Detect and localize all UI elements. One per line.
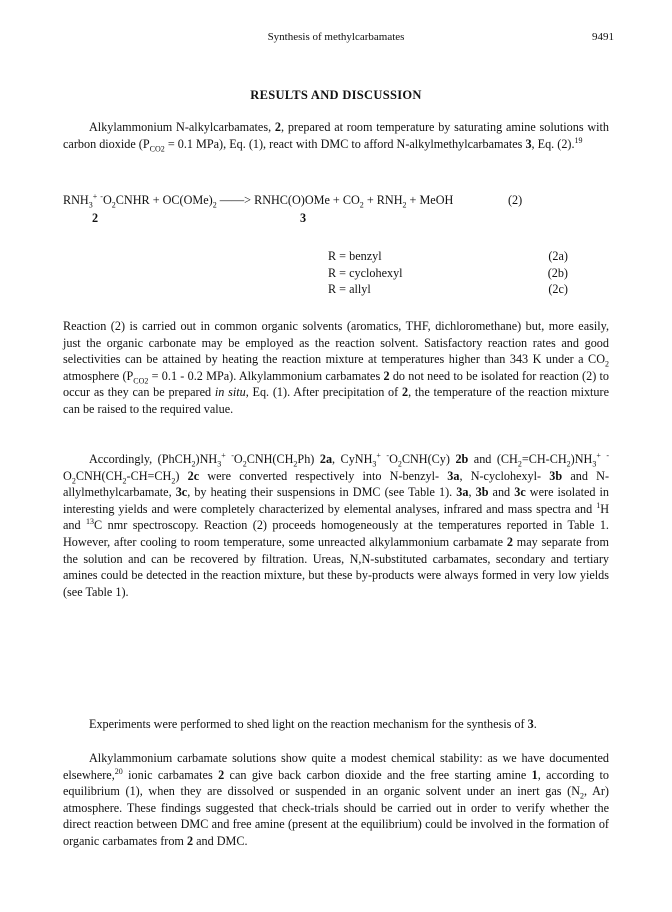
paragraph-experiments: Experiments were performed to shed light on the reaction mechanism for the synthesis of 3. xyxy=(89,717,537,731)
paragraph-intro: Alkylammonium N-alkylcarbamates, 2, prepared at room temperature by saturating amine solutions with carbon dioxide ($P_{CO2} = 0.1$ MPa), Eq. (1), react with DMC to afford N-alkylmethylcarbamates 3, Eq. (2).$^{19}$ xyxy=(63,120,609,154)
section-heading: RESULTS AND DISCUSSION xyxy=(250,88,422,102)
paragraph-accordingly: Accordingly, $(PhCH_2)NH_3^+$ $^-O_2CNH(CH_2Ph)$ 2a, CyNH$_3$+ $^-O_2CNH(Cy)$ 2b and $(CH_2=CH-CH_2)NH_3^+$ $^-O_2CNH(CH_2-CH=CH_2)$ 2c were converted respectively into N-benzyl- 3a, N-cyclohexyl- 3b and N-allylmethylcarbamate, 3c, by heating their suspensions in DMC (see Table 1). 3a, 3b and 3c were isolated in interesting yields and were completely characterized by elemental analyses, infrared and mass spectra and $^1$H and $^{13}$C nmr spectroscopy. Reaction (2) proceeds homogeneously at the temperatures reported in Table 1. However, after cooling to room temperature, some unreacted alkylammonium carbamate 2 may separate from the solution and can be recovered by filtration. Ureas, N,N-substituted carbamates, secondary and tertiary amines could be detected in the reaction mixture, but these by-products were always formed in very low yields (see Table 1). xyxy=(63,450,610,599)
equation-number: (2) xyxy=(508,193,523,207)
page-number: 9491 xyxy=(592,31,614,43)
r-group-list xyxy=(328,249,568,299)
paragraph-stability: Alkylammonium carbamate solutions show quite a modest chemical stability: as we have documented elsewhere,$^{20}$ ionic carbamates 2 can give back carbon dioxide and the free starting amine 1, according to equilibrium (1), when they are dissolved or suspended in an organic solvent under an inert gas ($N_2$, Ar) atmosphere. These findings suggested that check-trials should be carried out in order to verify whether the direct reaction between DMC and free amine (present at the equilibrium) could be involved in the formation of organic carbamates from 2 and DMC. xyxy=(63,751,610,848)
running-header xyxy=(0,31,672,47)
paragraph-reaction-conditions: Reaction (2) is carried out in common organic solvents (aromatics, THF, dichloromethane) but, more easily, just the organic carbonate may be employed as the reaction solvent. Satisfactory reaction rates and good selectivities can be attained by heating the reaction mixture at temperatures higher than 343 K under a $CO_2$ atmosphere ($P_{CO2} = 0.1 - 0.2$ MPa). Alkylammonium carbamates 2 do not need to be isolated for reaction (2) to occur as they can be prepared in situ, Eq. (1). After precipitation of 2, the temperature of the reaction mixture can be raised to the required value. xyxy=(63,319,609,416)
r-group-row: R = benzyl (2a) xyxy=(328,249,568,263)
r-group-row: R = cyclohexyl (2b) xyxy=(328,265,568,280)
equation-label-product: 3 xyxy=(300,211,307,225)
reference-20: 20 xyxy=(114,766,123,776)
equation-label-reactant: 2 xyxy=(92,211,99,225)
equation-2: $RNH_3^+$ $^-O_2CNHR + OC(OMe)_2$ ——> RNHC(O)OMe + $CO_2 + RNH_2$ + MeOH xyxy=(63,191,454,210)
reference-19: 19 xyxy=(574,135,583,145)
running-title: Synthesis of methylcarbamates xyxy=(267,31,405,43)
r-group-row: R = allyl (2c) xyxy=(328,282,568,297)
reaction-arrow: ——> xyxy=(216,193,255,207)
